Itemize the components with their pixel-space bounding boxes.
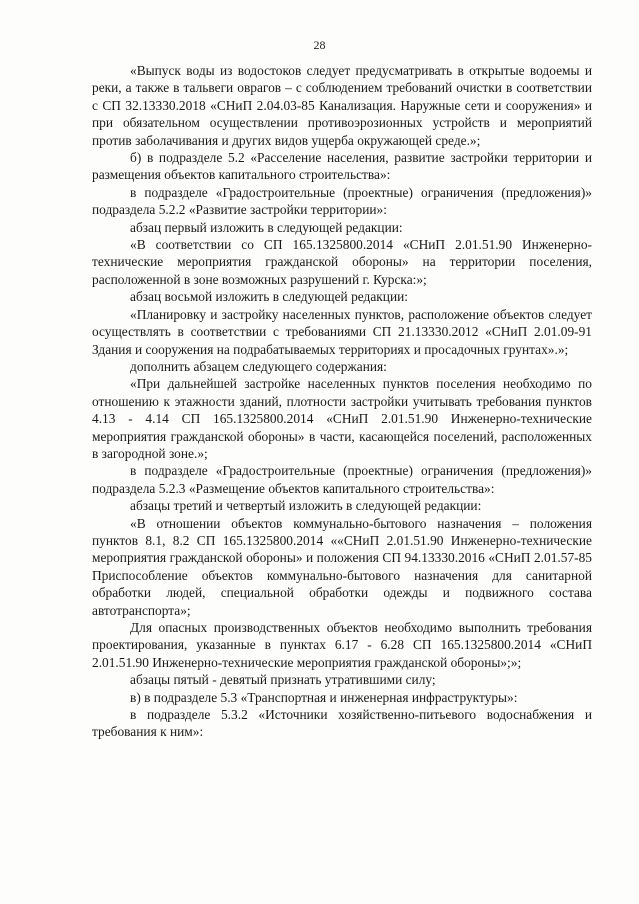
page-number: 28 (313, 38, 326, 52)
paragraph: б) в подразделе 5.2 «Расселение населения, развитие застройки территории и размещения объектов капитального строительства»: (92, 150, 592, 183)
paragraph: в подразделе «Градостроительные (проектные) ограничения (предложения)» подраздела 5.2.3 «Размещение объектов капитального строительства»: (92, 463, 592, 496)
paragraph: абзац первый изложить в следующей редакции: (130, 219, 403, 235)
paragraph: в подразделе 5.3.2 «Источники хозяйственно-питьевого водоснабжения и требования к ним»: (92, 707, 592, 740)
paragraph: «В отношении объектов коммунально-бытового назначения – положения пунктов 8.1, 8.2 СП 165.1325800.2014 ««СНиП 2.01.51.90 Инженерно-технические мероприятия гражданской обороны» и положения СП 94.13330.2016 «СНиП 2.01.57-85 Приспособление объектов коммунально-бытового назначения для санитарной обработки людей, специальной обработки одежды и подвижного состава автотранспорта»; (92, 515, 592, 618)
paragraph: Для опасных производственных объектов необходимо выполнить требования проектирования, указанные в пунктах 6.17 - 6.28 СП 165.1325800.2014 «СНиП 2.01.51.90 Инженерно-технические мероприятия гражданской обороны»;»; (92, 620, 592, 670)
paragraph: в подразделе «Градостроительные (проектные) ограничения (предложения)» подраздела 5.2.2 «Развитие застройки территории»: (92, 184, 592, 218)
paragraph: абзац восьмой изложить в следующей редакции: (130, 289, 409, 305)
paragraph: «Планировку и застройку населенных пунктов, расположение объектов следует осуществлять в соответствии с требованиями СП 21.13330.2012 «СНиП 2.01.09-91 Здания и сооружения на подрабатываемых территориях и просадочных грунтах».»; (92, 306, 592, 357)
paragraph: дополнить абзацем следующего содержания: (130, 358, 387, 374)
paragraph: абзацы третий и четвертый изложить в следующей редакции: (130, 498, 482, 514)
paragraph: в) в подразделе 5.3 «Транспортная и инженерная инфраструктуры»: (130, 689, 518, 705)
paragraph: «Выпуск воды из водостоков следует предусматривать в открытые водоемы и реки, а также в тальвеги оврагов – с соблюдением требований очистки в соответствии с СП 32.13330.2018 «СНиП 2.04.03-85 Канализация. Наружные сети и сооружения» и при обязательном осуществлении противоэрозионных устройств и мероприятий против заболачивания и других видов ущерба окружающей среде.»; (92, 63, 592, 148)
paragraph: «В соответствии со СП 165.1325800.2014 «СНиП 2.01.51.90 Инженерно-технические мероприятия гражданской обороны» на территории поселения, расположенной в зоне возможных разрушений г. Курска:»; (92, 237, 592, 287)
paragraph: «При дальнейшей застройке населенных пунктов поселения необходимо по отношению к этажности зданий, плотности застройки учитывать требования пунктов 4.13 - 4.14 СП 165.1325800.2014 «СНиП 2.01.51.90 Инженерно-технические мероприятия гражданской обороны» в части, касающейся поселений, расположенных в загородной зоне.»; (92, 376, 592, 461)
paragraph: абзацы пятый - девятый признать утратившими силу; (130, 672, 436, 688)
document-body (92, 62, 592, 741)
